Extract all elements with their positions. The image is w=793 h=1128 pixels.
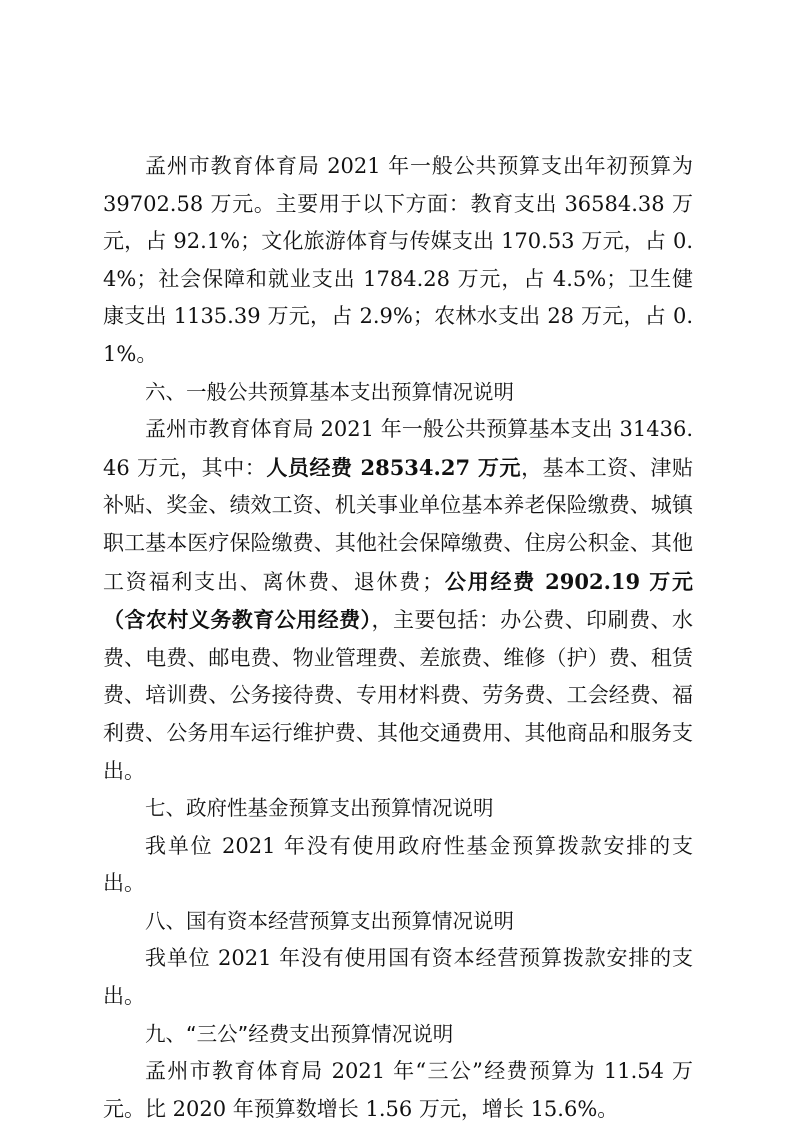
document-body — [103, 148, 693, 1128]
basic-expenditure-text-2: ，基本工资、津贴补贴、奖金、绩效工资、机关事业单位基本养老保险缴费、城镇职工基本医疗保险缴费、其他社会保障缴费、住房公积金、其他工资福利支出、离休费、退休费； — [103, 455, 693, 594]
budget-overview-paragraph: 孟州市教育体育局 2021 年一般公共预算支出年初预算为 39702.58 万元。主要用于以下方面：教育支出 36584.38 万元，占 92.1%；文化旅游体育与传媒支出 170.53 万元，占 0.4%；社会保障和就业支出 1784.28 万元，占 4.5%；卫生健康支出 1135.39 万元，占 2.9%；农林水支出 28 万元，占 0.1%。 — [103, 154, 693, 366]
government-fund-paragraph: 我单位 2021 年没有使用政府性基金预算拨款安排的支出。 — [103, 833, 693, 896]
personnel-expense-emphasis: 人员经费 28534.27 万元 — [266, 454, 522, 480]
basic-expenditure-paragraph — [103, 411, 693, 790]
section-heading-basic-expenditure: 六、一般公共预算基本支出预算情况说明 — [145, 379, 514, 404]
section-heading-three-public: 九、“三公”经费支出预算情况说明 — [145, 1021, 454, 1046]
section-heading-state-capital: 八、国有资本经营预算支出预算情况说明 — [145, 908, 514, 933]
basic-expenditure-text-3: ，主要包括：办公费、印刷费、水费、电费、邮电费、物业管理费、差旅费、维修（护）费、租赁费、培训费、公务接待费、专用材料费、劳务费、工会经费、福利费、公务用车运行维护费、其他交通费用、其他商品和服务支出。 — [103, 608, 694, 783]
state-capital-paragraph: 我单位 2021 年没有使用国有资本经营预算拨款安排的支出。 — [103, 946, 693, 1009]
section-heading-government-fund: 七、政府性基金预算支出预算情况说明 — [145, 796, 494, 821]
basic-expenditure-text-1: 孟州市教育体育局 2021 年一般公共预算基本支出 31436.46 万元，其中： — [103, 417, 693, 480]
three-public-paragraph: 孟州市教育体育局 2021 年“三公”经费预算为 11.54 万元。比 2020 年预算数增长 1.56 万元，增长 15.6%。 — [103, 1059, 693, 1121]
public-expense-emphasis: 公用经费 2902.19 万元（含农村义务教育公用经费） — [103, 568, 694, 633]
